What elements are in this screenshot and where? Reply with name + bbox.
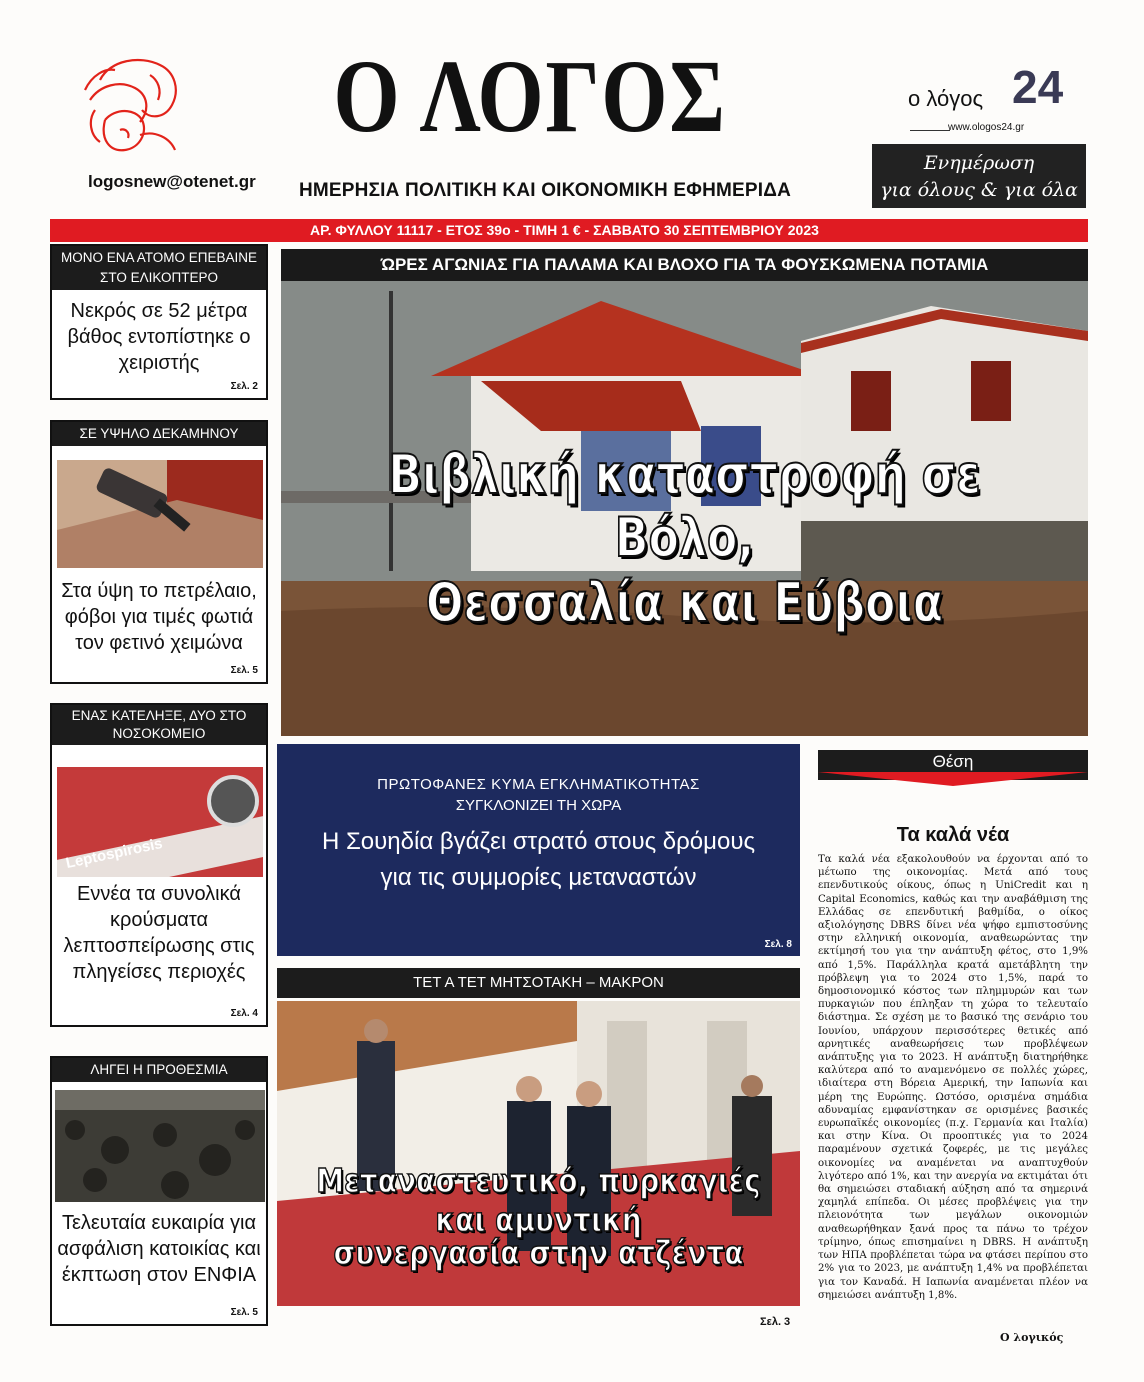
sidebar-story-leptospirosis[interactable] (50, 703, 268, 1027)
main-headline-line2: Θεσσαλία και Εύβοια (425, 571, 944, 634)
story-headline: Εννέα τα συνολικά κρούσματα λεπτοσπείρωσης στις πληγείσες περιοχές (63, 883, 255, 983)
sidebar-story-helicopter[interactable] (50, 244, 268, 400)
fuel-nozzle-photo (57, 460, 263, 568)
macron-story[interactable] (277, 1001, 800, 1306)
ologos24-logo (868, 58, 1088, 138)
sidebar-story-enfia[interactable] (50, 1056, 268, 1326)
macron-headline-line1: Μεταναστευτικό, πυρκαγιές και αμυντική (316, 1161, 761, 1239)
column-signature: Ο λογικός (1000, 1331, 1064, 1344)
site-name: ο λόγος (908, 86, 984, 111)
story-headline: Νεκρός σε 52 μέτρα βάθος εντοπίστηκε ο χειριστής (67, 300, 251, 374)
column-body: Τα καλά νέα εξακολουθούν να έρχονται από το μέτωπο της οικονομίας. Μετά από τους επενδυτικούς οίκους, όπως η UniCredit και η Capital Economics, καθώς και την αναβάθμιση της Ελλάδας σε επενδυτική βαθμίδα, ο οίκος αξιολόγησης DBRS δίνει νέα ψήφο εμπιστοσύνης στην ελληνική οικονομία, αναθεωρώντας την εκτίμησή του για την ανάπτυξη φέτος, στο 1,9% από 1,5%. Παράλληλα κρατά αμετάβλητη την πρόβλεψη για το 2024 στο 1,5%, παρά το δημοσιονομικό κόστος των πλημμυρών και των πυρκαγιών που έπληξαν τη χώρα το τελευταίο διάστημα. Σε σχέση με το βασικό της σενάριο του Ιουνίου, υπάρχουν περισσότερες θετικές από αρνητικές αναθεωρήσεις των προβλέψεων ανάπτυξης για το 2023. Η ανάπτυξη διατηρήθηκε καλύτερα από το αναμενόμενο σε πολλές χώρες, ιδιαίτερα στη Βόρεια Αμερική, την Ιαπωνία και μέρη της Ευρώπης. Ωστόσο, ορισμένα σημάδια αδυναμίας εμφανίστηκαν σε ορισμένες βασικές ευρωπαϊκές οικονομίες (π.χ. Γερμανία και Ιταλία) και στην Κίνα. Οι προοπτικές για το 2024 παραμένουν σχετικά ζοφερές, με τις μεγάλες οικονομίες να αναμένεται να αναπτυχθούν λιγότερο από 1%, και την ανεργία να εκτιμάται ότι θα σημειώσει σταδιακή αύξηση από τα σημερινά χαμηλά επίπεδα. Οι μέσες προβλέψεις για την πλειονότητα των μεγάλων οικονομιών αναθεωρήθηκαν ξανά προς τα πάνω το τρέχον τρίμηνο, όπως επισημαίνει η DBRS. Η ανάπτυξη των ΗΠΑ προβλέπεται τώρα να φτάσει περίπου στο 2% για το 2023, με ανάπτυξη 1,4% να προβλέπεται για τον Καναδά. Η Ιαπωνία αναμένεται πλέον να σημειώσει ανάπτυξη 1,8%. (818, 854, 1088, 1301)
main-story[interactable] (281, 281, 1088, 736)
page-ref: Σελ. 4 (230, 1008, 258, 1019)
page-ref: Σελ. 8 (764, 939, 792, 950)
masthead-illustration (80, 50, 190, 160)
main-headline-line1: Βιβλική καταστροφή σε Βόλο, (388, 443, 981, 569)
photo-label: Leptospirosis (64, 834, 165, 873)
sweden-kicker-line2: ΣΥΓΚΛΟΝΙΖΕΙ ΤΗ ΧΩΡΑ (455, 797, 622, 814)
sweden-kicker-line1: ΠΡΩΤΟΦΑΝΕΣ ΚΥΜΑ ΕΓΚΛΗΜΑΤΙΚΟΤΗΤΑΣ (377, 776, 700, 793)
site-url: www.ologos24.gr (948, 122, 1025, 133)
tagline-box (872, 144, 1086, 208)
burned-area-photo (55, 1090, 265, 1202)
tagline-line1: Ενημέρωση (923, 152, 1035, 174)
story-kicker: ΣΕ ΥΨΗΛΟ ΔΕΚΑΜΗΝΟΥ (52, 422, 266, 446)
logo-rule (910, 130, 950, 131)
macron-headline-line2: συνεργασία στην ατζέντα (333, 1233, 744, 1272)
column-section-header (818, 750, 1088, 786)
page-ref: Σελ. 2 (230, 381, 258, 392)
column-title: Τα καλά νέα (896, 824, 1010, 846)
page-ref: Σελ. 5 (230, 665, 258, 676)
kicker-text: ΕΝΑΣ ΚΑΤΕΛΗΞΕ, ΔΥΟ ΣΤΟ ΝΟΣΟΚΟΜΕΙΟ (71, 708, 247, 741)
macron-kicker-bar: ΤΕΤ Α ΤΕΤ ΜΗΤΣΟΤΑΚΗ – ΜΑΚΡΟΝ (277, 968, 800, 998)
newspaper-title: Ο ΛΟΓΟΣ (333, 39, 727, 154)
section-name: Θέση (932, 752, 974, 771)
sweden-story[interactable] (277, 744, 800, 956)
site-number: 24 (1012, 61, 1064, 113)
macron-page-ref: Σελ. 3 (760, 1316, 791, 1328)
page-ref: Σελ. 5 (230, 1307, 258, 1318)
sweden-headline-line1: Η Σουηδία βγάζει στρατό στους δρόμους (321, 828, 756, 855)
sidebar-story-oil[interactable] (50, 420, 268, 684)
issue-line: ΑΡ. ΦΥΛΛΟΥ 11117 - ΕΤΟΣ 39ο - ΤΙΜΗ 1 € - ΣΑΒΒΑΤΟ 30 ΣΕΠΤΕΜΒΡΙΟΥ 2023 (310, 222, 819, 238)
issue-bar (50, 219, 1088, 242)
sweden-headline-line2: για τις συμμορίες μεταναστών (380, 864, 697, 891)
tagline-line2: για όλους & για όλα (880, 179, 1078, 201)
newspaper-subtitle: ΗΜΕΡΗΣΙΑ ΠΟΛΙΤΙΚΗ ΚΑΙ ΟΙΚΟΝΟΜΙΚΗ ΕΦΗΜΕΡΙΔΑ (298, 180, 792, 201)
main-kicker-bar: ΏΡΕΣ ΑΓΩΝΙΑΣ ΓΙΑ ΠΑΛΑΜΑ ΚΑΙ ΒΛΟΧΟ ΓΙΑ ΤΑ ΦΟΥΣΚΩΜΕΝΑ ΠΟΤΑΜΙΑ (281, 249, 1088, 281)
contact-email: logosnew@otenet.gr (88, 172, 256, 191)
story-kicker: ΛΗΓΕΙ Η ΠΡΟΘΕΣΜΙΑ (52, 1058, 266, 1082)
story-headline: Στα ύψη το πετρέλαιο, φόβοι για τιμές φωτιά τον φετινό χειμώνα (61, 580, 257, 654)
story-headline: Τελευταία ευκαιρία για ασφάλιση κατοικίας και έκπτωση στον ΕΝΦΙΑ (57, 1212, 261, 1286)
story-kicker (52, 705, 266, 745)
leptospirosis-photo (57, 767, 263, 877)
story-kicker: ΜΟΝΟ ΕΝΑ ΑΤΟΜΟ ΕΠΕΒΑΙΝΕ ΣΤΟ ΕΛΙΚΟΠΤΕΡΟ (52, 246, 266, 290)
